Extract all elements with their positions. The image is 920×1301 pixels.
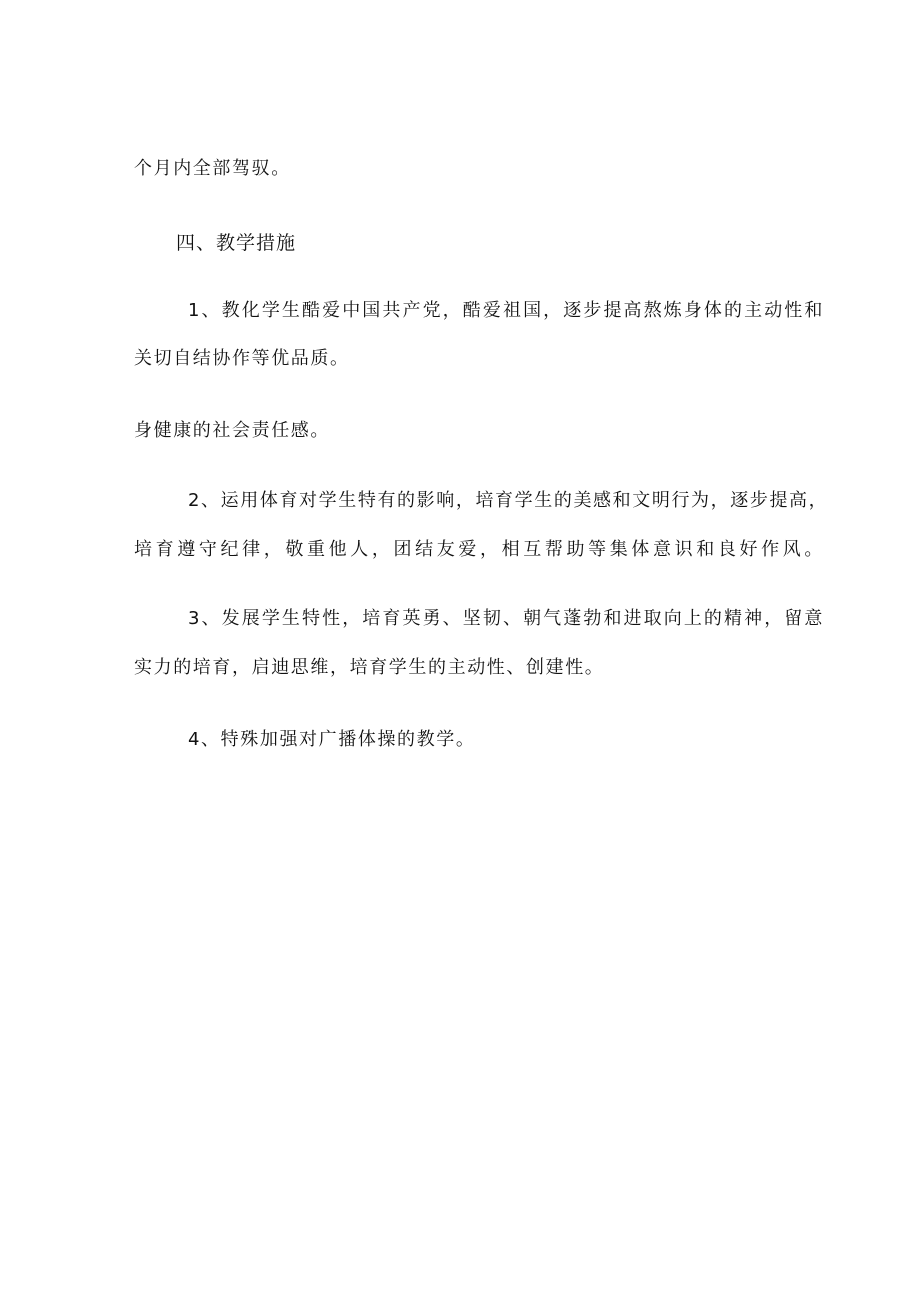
paragraph-4-line-1: 4、特殊加强对广播体操的教学。 (188, 729, 476, 750)
paragraph-3-line-1: 3、发展学生特性，培育英勇、坚韧、朝气蓬勃和进取向上的精神，留意 (188, 608, 824, 629)
paragraph-2-line-2: 培育遵守纪律，敬重他人，团结友爱，相互帮助等集体意识和良好作风。 (134, 539, 824, 560)
paragraph-1-line-2: 关切自结协作等优品质。 (134, 348, 350, 369)
paragraph-3-line-2: 实力的培育，启迪思维，培育学生的主动性、创建性。 (134, 657, 605, 678)
text-line-social-responsibility: 身健康的社会责任感。 (134, 420, 330, 441)
text-line-continuation: 个月内全部驾驭。 (134, 158, 291, 179)
section-heading-teaching-measures: 四、教学措施 (176, 232, 297, 254)
paragraph-2-line-1: 2、运用体育对学生特有的影响，培育学生的美感和文明行为，逐步提高， (188, 490, 829, 511)
paragraph-1-line-1: 1、教化学生酷爱中国共产党，酷爱祖国，逐步提高熬炼身体的主动性和 (188, 300, 824, 321)
